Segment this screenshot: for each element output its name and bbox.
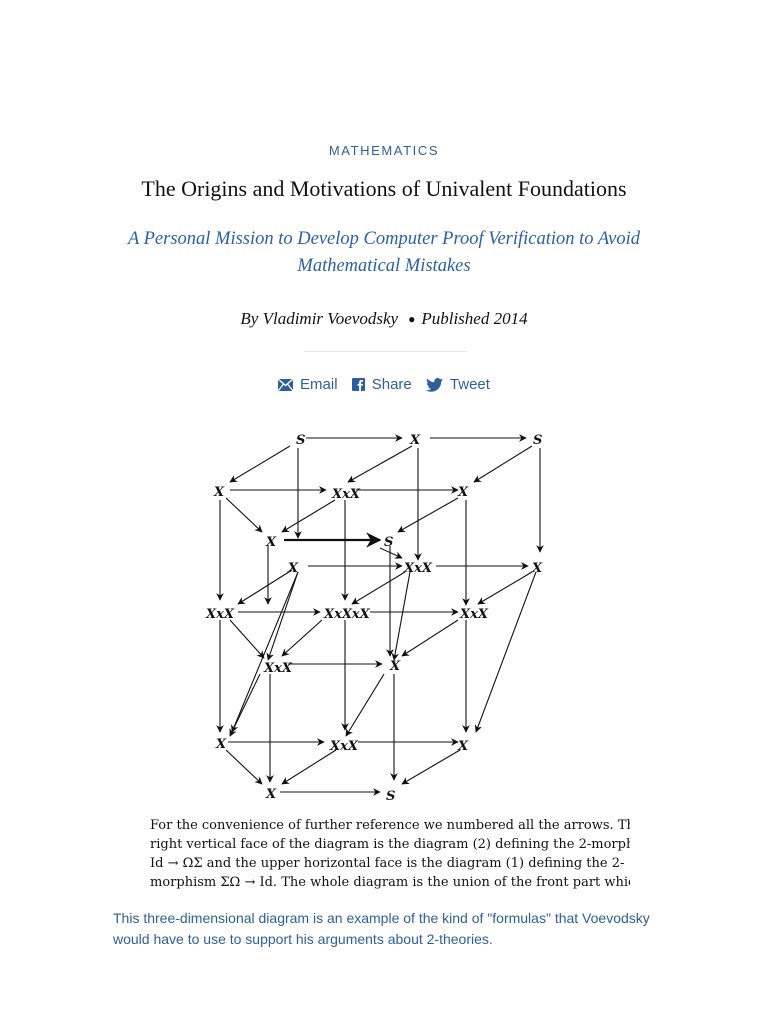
figure-caption: This three-dimensional diagram is an example of the kind of "formulas" that Voevodsky would have to use to support his arguments about 2-theories.	[113, 910, 650, 947]
facebook-label: Share	[371, 375, 412, 393]
twitter-icon	[426, 378, 443, 392]
node: XxX	[404, 561, 432, 576]
node: X	[458, 485, 469, 500]
node: S	[533, 433, 543, 448]
node: XxX	[332, 487, 360, 502]
article-subtitle: A Personal Mission to Develop Computer Proof Verification to Avoid Mathematical Mistakes	[128, 229, 640, 276]
node: X	[266, 535, 277, 550]
node: X	[532, 561, 543, 576]
node: X	[216, 737, 227, 752]
share-bar	[0, 375, 768, 393]
node: X	[214, 485, 225, 500]
paper-line: Id → ΩΣ and the upper horizontal face is the diagram (1) defining the 2-	[150, 856, 625, 871]
node: X	[266, 787, 277, 802]
node: X	[410, 433, 421, 448]
paper-line: morphism ΣΩ → Id. The whole diagram is the union of the front part which	[150, 875, 630, 890]
node: X	[288, 561, 299, 576]
node: S	[296, 433, 306, 448]
email-label: Email	[300, 375, 338, 393]
node: X	[390, 659, 401, 674]
node: S	[386, 789, 396, 804]
paper-line: For the convenience of further reference we numbered all the arrows. The	[150, 818, 630, 833]
envelope-icon	[278, 379, 293, 391]
article-title: The Origins and Motivations of Univalent Foundations	[141, 176, 627, 201]
author: By Vladimir Voevodsky	[240, 309, 399, 328]
facebook-share-button[interactable]	[352, 376, 412, 393]
published-date: Published 2014	[421, 309, 528, 328]
tweet-label: Tweet	[449, 375, 490, 393]
bullet-separator: ●	[408, 312, 416, 326]
node: XxX	[206, 607, 234, 622]
node: XxX	[264, 661, 292, 676]
diagram-svg	[140, 420, 630, 890]
commutative-diagram-figure	[140, 420, 630, 890]
node: S	[384, 535, 394, 550]
diagram-arrows	[220, 438, 540, 792]
byline	[0, 309, 768, 329]
email-button[interactable]	[278, 376, 338, 393]
node: XxX	[330, 739, 358, 754]
facebook-icon	[352, 378, 365, 391]
divider	[304, 351, 467, 352]
tweet-button[interactable]	[426, 376, 490, 393]
category-label[interactable]: MATHEMATICS	[328, 143, 440, 158]
node: XxXxX	[324, 607, 370, 622]
node: X	[458, 739, 469, 754]
paper-text	[150, 818, 630, 890]
diagram-nodes	[205, 433, 543, 804]
node: XxX	[460, 607, 488, 622]
paper-line: right vertical face of the diagram is the diagram (2) defining the 2-morphism	[150, 837, 630, 852]
